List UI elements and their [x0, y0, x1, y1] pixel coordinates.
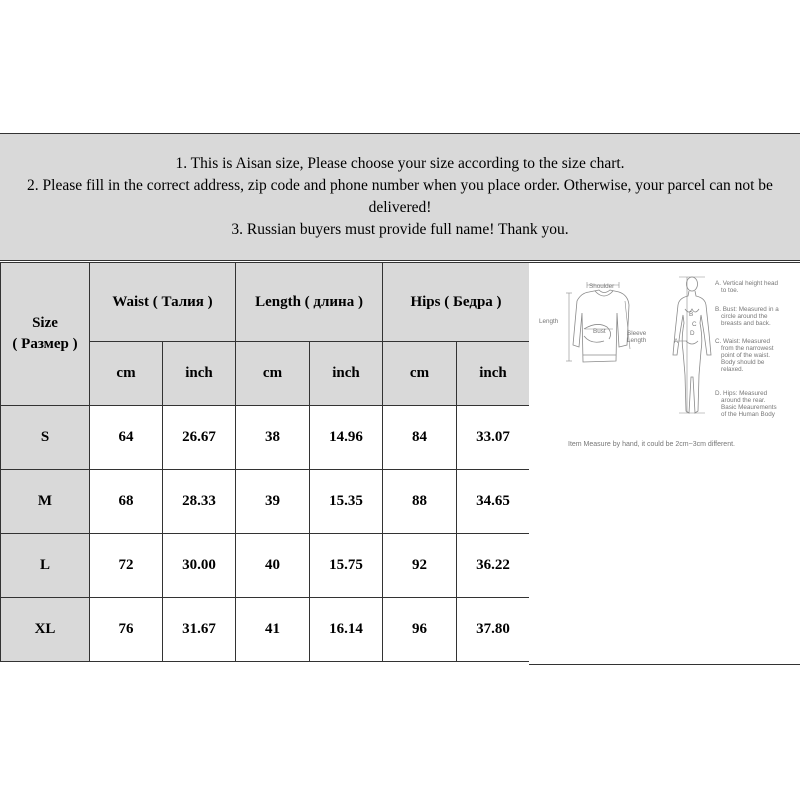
letter-a: A	[674, 338, 679, 345]
waist-header: Waist ( Талия )	[90, 263, 236, 342]
letter-c: C	[692, 321, 697, 328]
legend-a-1: A. Vertical height head	[715, 280, 779, 287]
table-cell: 16.14	[310, 598, 383, 662]
table-row	[1, 470, 530, 534]
unit-header: cm	[236, 342, 310, 406]
table-cell: 41	[236, 598, 310, 662]
legend-c-3: point of the waist.	[721, 352, 771, 359]
notice-line-1: 1. This is Aisan size, Please choose your size according to the size chart.	[175, 155, 625, 172]
table-cell: 72	[90, 534, 163, 598]
size-chart-table	[0, 262, 530, 662]
legend-c-2: from the narrowest	[721, 345, 774, 352]
table-cell: 92	[383, 534, 457, 598]
table-cell: 39	[236, 470, 310, 534]
measurement-illustration	[529, 263, 800, 664]
unit-header: inch	[457, 342, 530, 406]
length-header: Length ( длина )	[236, 263, 383, 342]
hips-header: Hips ( Бедра )	[383, 263, 530, 342]
size-cell: XL	[1, 598, 90, 662]
legend-c-1: C. Waist: Measured	[715, 338, 771, 345]
table-cell: 15.75	[310, 534, 383, 598]
unit-header: cm	[90, 342, 163, 406]
measure-note: Item Measure by hand, it could be 2cm~3cm different.	[568, 441, 735, 448]
size-header-label: Size	[32, 315, 58, 331]
measurement-legend	[715, 280, 779, 418]
legend-d-2: around the rear.	[721, 397, 766, 404]
legend-d-3: Basic Meaurements	[721, 404, 777, 411]
size-cell: M	[1, 470, 90, 534]
legend-c-5: relaxed.	[721, 366, 744, 373]
unit-header: inch	[163, 342, 236, 406]
letter-b: B	[689, 311, 694, 318]
table-cell: 30.00	[163, 534, 236, 598]
table-row	[1, 406, 530, 470]
table-cell: 34.65	[457, 470, 530, 534]
notice-line-3: 3. Russian buyers must provide full name! Thank you.	[231, 221, 569, 238]
table-cell: 88	[383, 470, 457, 534]
table-cell: 38	[236, 406, 310, 470]
letter-d: D	[690, 330, 695, 337]
shoulder-label: Shoulder	[589, 283, 615, 290]
table-cell: 33.07	[457, 406, 530, 470]
legend-c-4: Body should be	[721, 359, 765, 366]
table-cell: 36.22	[457, 534, 530, 598]
table-cell: 26.67	[163, 406, 236, 470]
table-cell: 31.67	[163, 598, 236, 662]
table-cell: 64	[90, 406, 163, 470]
table-cell: 14.96	[310, 406, 383, 470]
legend-d-4: of the Human Body	[721, 411, 775, 418]
size-header-label-ru: ( Размер )	[12, 336, 78, 352]
table-cell: 15.35	[310, 470, 383, 534]
legend-d-1: D. Hips: Measured	[715, 390, 768, 397]
body-figure	[673, 277, 711, 413]
table-cell: 76	[90, 598, 163, 662]
table-row	[1, 534, 530, 598]
unit-header: inch	[310, 342, 383, 406]
table-cell: 84	[383, 406, 457, 470]
size-cell: S	[1, 406, 90, 470]
legend-b-3: breasts and back.	[721, 320, 771, 327]
table-cell: 68	[90, 470, 163, 534]
bust-label: Bust	[593, 328, 606, 335]
legend-b-1: B. Bust: Measured in a	[715, 306, 779, 313]
table-cell: 37.80	[457, 598, 530, 662]
length-label: Length	[539, 318, 559, 325]
legend-b-2: circle around the	[721, 313, 768, 320]
table-cell: 96	[383, 598, 457, 662]
table-cell: 40	[236, 534, 310, 598]
legend-a-2: to toe.	[721, 287, 739, 294]
size-cell: L	[1, 534, 90, 598]
body-measure-lines	[679, 277, 705, 413]
sleeve-label: Sleeve	[627, 330, 647, 337]
measurement-diagram	[529, 262, 800, 665]
table-row	[1, 598, 530, 662]
notice-line-2: 2. Please fill in the correct address, zip code and phone number when you place order. Otherwise, your parcel can not be delivered!	[27, 177, 773, 216]
sweater-outline	[573, 290, 629, 362]
sleeve-length-label: Length	[627, 337, 647, 344]
unit-header: cm	[383, 342, 457, 406]
notice-box	[0, 133, 800, 261]
size-header	[1, 263, 90, 406]
table-cell: 28.33	[163, 470, 236, 534]
